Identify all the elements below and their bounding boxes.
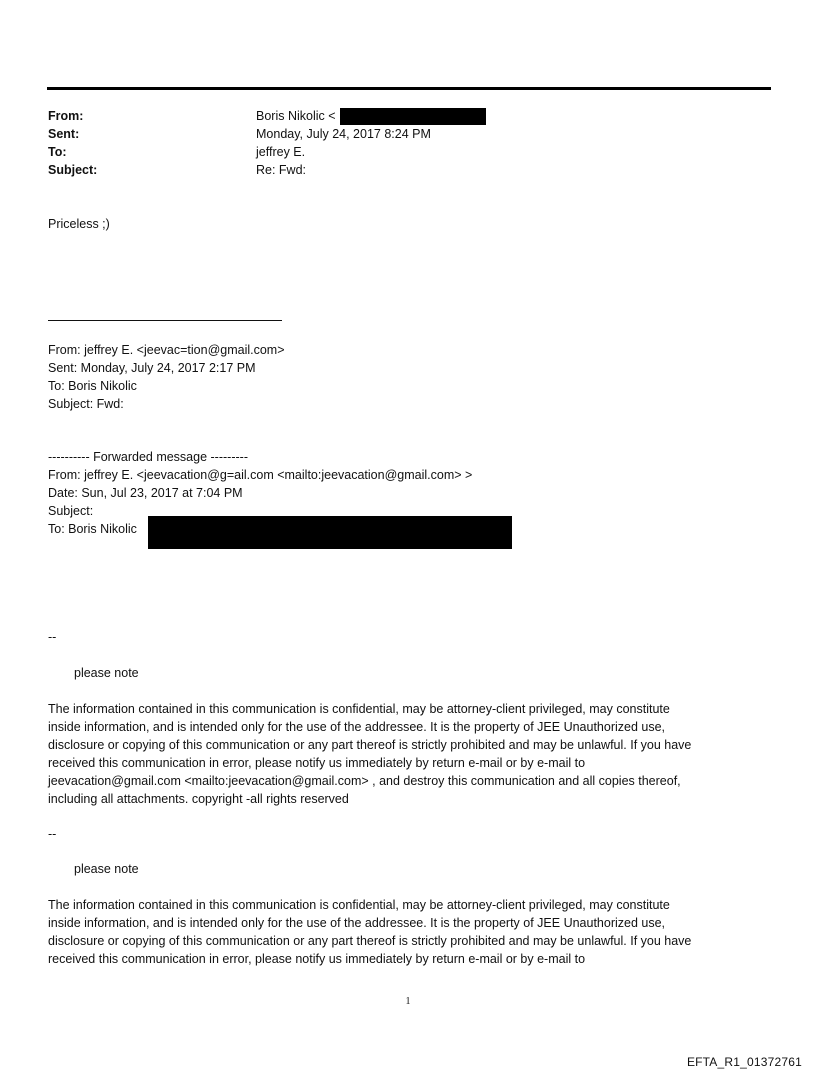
from-value: Boris Nikolic < bbox=[256, 109, 336, 123]
subject-label: Subject: bbox=[48, 163, 98, 177]
confidentiality-notice bbox=[48, 896, 768, 968]
notice-line: inside information, and is intended only for the use of the addressee. It is the property of JEE Unauthorized use, bbox=[48, 720, 666, 734]
redaction-box bbox=[148, 516, 512, 549]
forwarded-to: To: Boris Nikolic bbox=[48, 522, 137, 536]
notice-line: The information contained in this communication is confidential, may be attorney-client privileged, may constitute bbox=[48, 898, 670, 912]
to-label: To: bbox=[48, 145, 67, 159]
quoted-subject: Subject: Fwd: bbox=[48, 397, 124, 411]
notice-line: disclosure or copying of this communication or any part thereof is strictly prohibited and may be unlawful. If you have bbox=[48, 738, 692, 752]
subject-value: Re: Fwd: bbox=[256, 163, 307, 177]
forwarded-marker: ---------- Forwarded message --------- bbox=[48, 450, 248, 464]
quoted-sent: Sent: Monday, July 24, 2017 2:17 PM bbox=[48, 361, 256, 375]
reply-body: Priceless ;) bbox=[48, 217, 110, 231]
quoted-to: To: Boris Nikolic bbox=[48, 379, 137, 393]
quoted-header bbox=[48, 341, 285, 413]
notice-line: received this communication in error, please notify us immediately by return e-mail or by e-mail to bbox=[48, 952, 586, 966]
notice-line: received this communication in error, please notify us immediately by return e-mail or by e-mail to bbox=[48, 756, 586, 770]
forwarded-date: Date: Sun, Jul 23, 2017 at 7:04 PM bbox=[48, 486, 243, 500]
please-note-label: please note bbox=[74, 862, 139, 876]
confidentiality-notice bbox=[48, 700, 768, 808]
please-note-label: please note bbox=[74, 666, 139, 680]
forwarded-subject: Subject: bbox=[48, 504, 94, 518]
from-label: From: bbox=[48, 109, 84, 123]
signature-dashes: -- bbox=[48, 630, 57, 644]
sent-value: Monday, July 24, 2017 8:24 PM bbox=[256, 127, 431, 141]
notice-line: jeevacation@gmail.com <mailto:jeevacation@gmail.com> , and destroy this communication and all copies thereof, bbox=[48, 774, 681, 788]
quoted-from: From: jeffrey E. <jeevac=tion@gmail.com> bbox=[48, 343, 285, 357]
to-value: jeffrey E. bbox=[256, 145, 306, 159]
quote-separator bbox=[48, 320, 282, 321]
forwarded-from: From: jeffrey E. <jeevacation@g=ail.com <mailto:jeevacation@gmail.com> > bbox=[48, 468, 473, 482]
notice-line: including all attachments. copyright -all rights reserved bbox=[48, 792, 349, 806]
sent-label: Sent: bbox=[48, 127, 80, 141]
notice-line: inside information, and is intended only for the use of the addressee. It is the property of JEE Unauthorized use, bbox=[48, 916, 666, 930]
notice-line: disclosure or copying of this communication or any part thereof is strictly prohibited and may be unlawful. If you have bbox=[48, 934, 692, 948]
page-number: 1 bbox=[405, 996, 411, 1007]
document-id: EFTA_R1_01372761 bbox=[686, 1055, 802, 1069]
signature-dashes: -- bbox=[48, 827, 57, 841]
notice-line: The information contained in this communication is confidential, may be attorney-client privileged, may constitute bbox=[48, 702, 670, 716]
header-top-rule bbox=[47, 87, 771, 90]
redaction-box bbox=[340, 108, 486, 125]
